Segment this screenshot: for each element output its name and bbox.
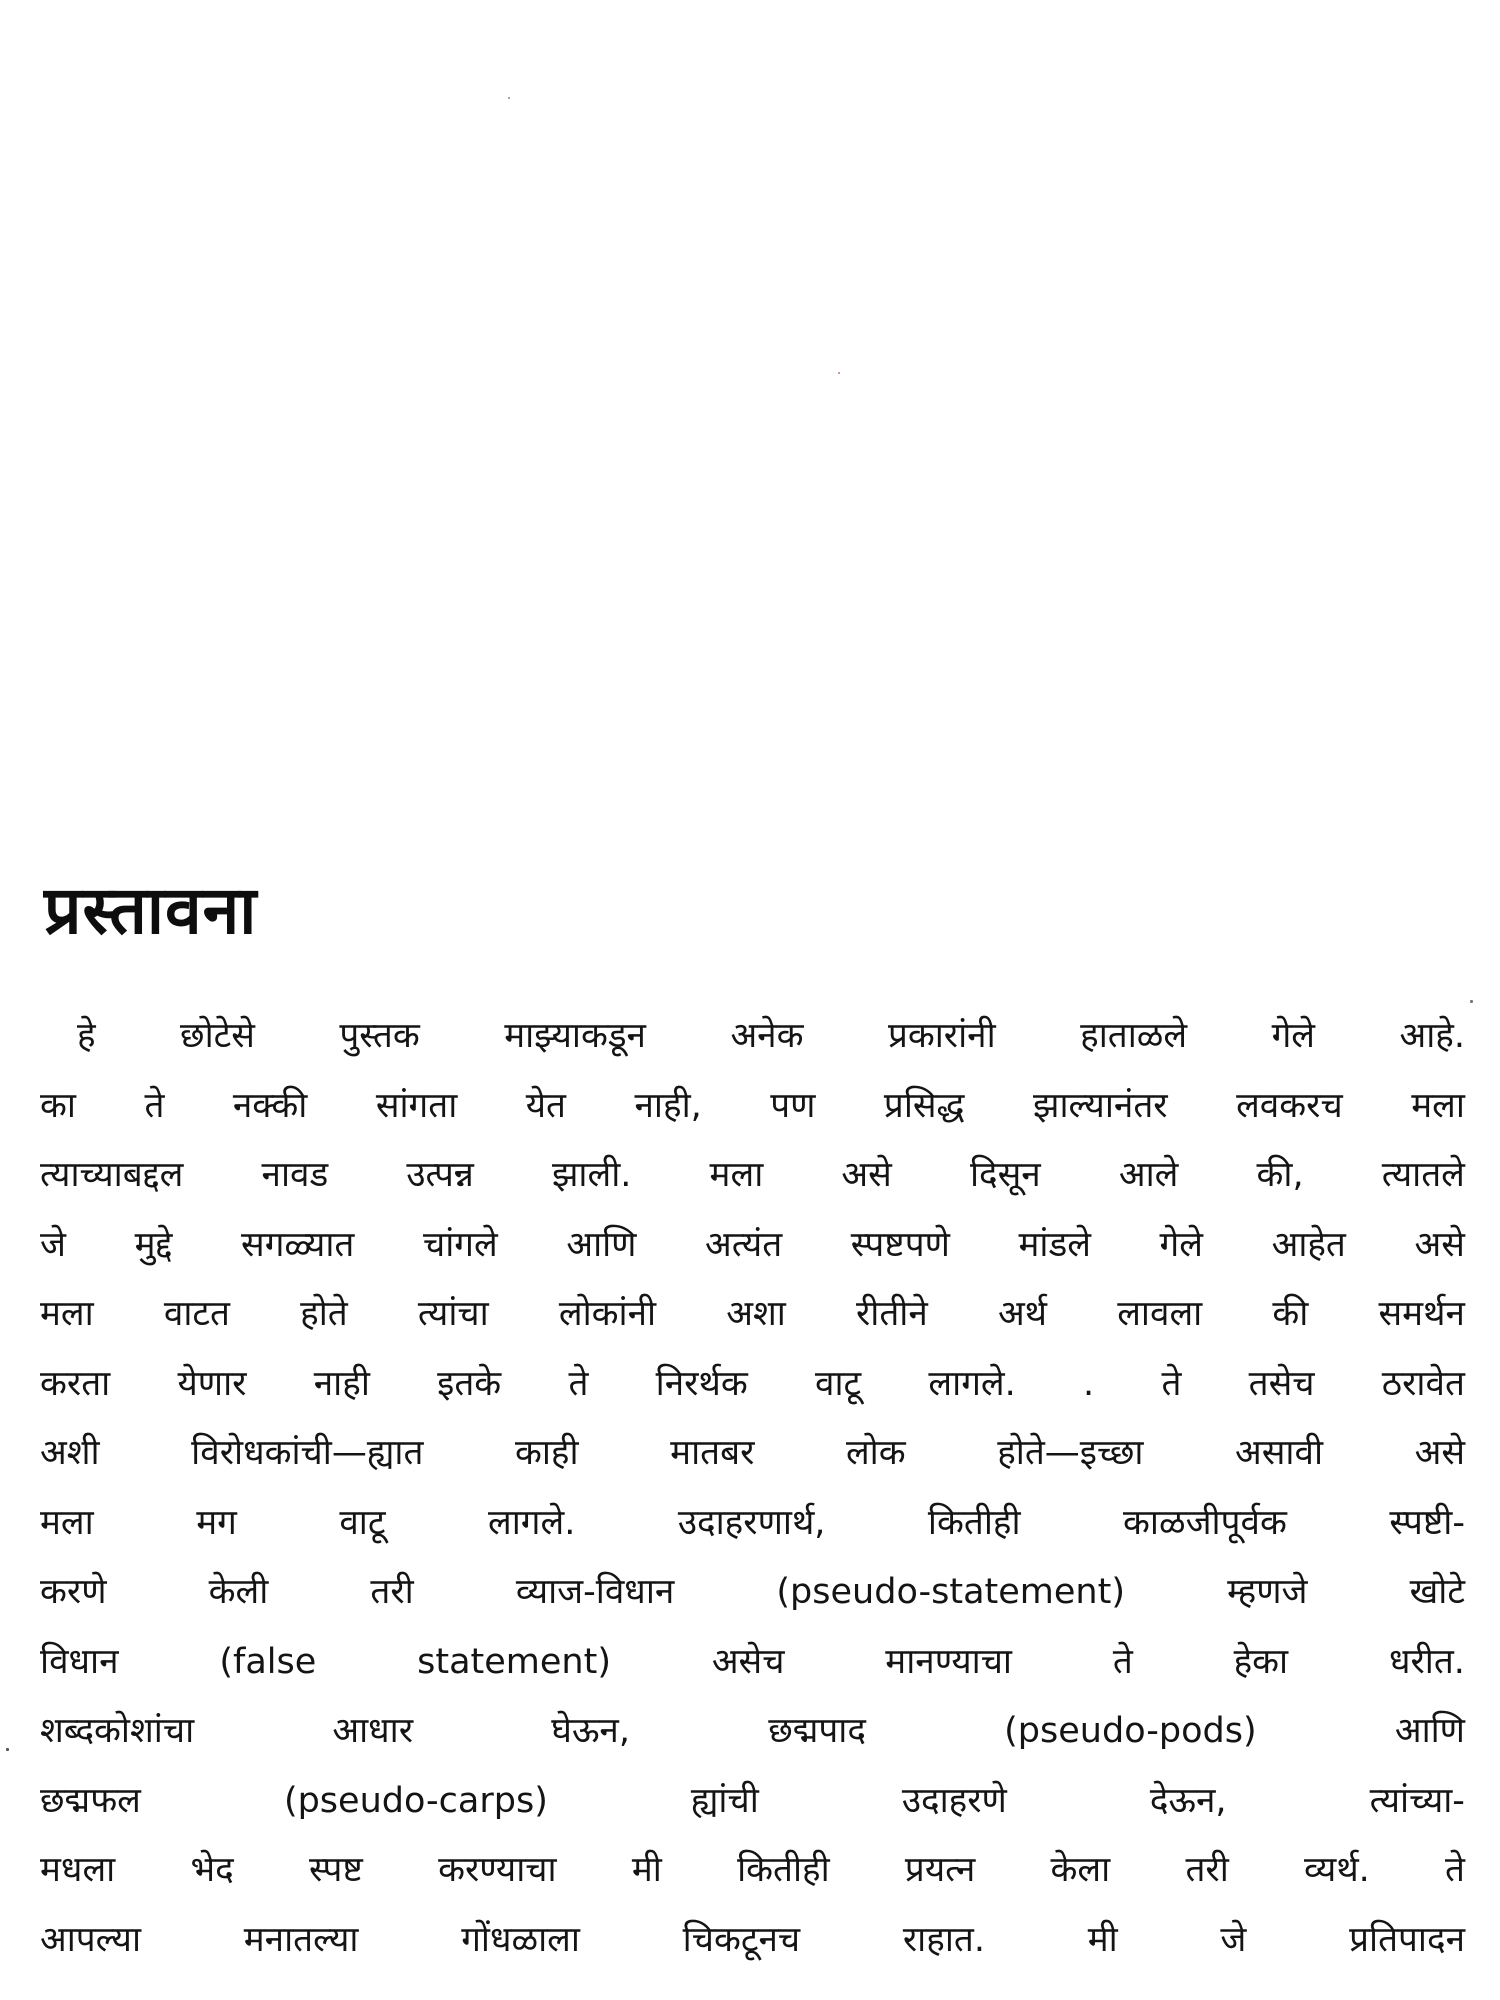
word: छद्मफल [40,1780,141,1821]
word: उदाहरणे [901,1780,1007,1821]
word: मांडले [1018,1224,1091,1265]
word: statement) [417,1641,611,1682]
word: विरोधकांची—ह्यात [191,1433,424,1473]
text-line [40,1489,1465,1559]
word: ते [568,1363,589,1404]
word: व्याज-विधान [515,1572,675,1612]
word: असे [841,1155,892,1195]
word: काही [514,1433,579,1473]
word: मग [196,1502,237,1543]
word: स्पष्टी- [1389,1502,1465,1543]
word: देऊन, [1149,1780,1227,1821]
word: वाटू [339,1502,386,1543]
word: व्यर्थ. [1304,1850,1370,1890]
scan-speck [6,1748,9,1751]
word: आणि [566,1224,637,1265]
text-line [40,1419,1465,1489]
word: प्रयत्न [904,1850,976,1890]
word: ते [1161,1363,1182,1404]
word: छोटेसे [180,1016,255,1056]
word: हाताळले [1080,1016,1188,1056]
word: चांगले [422,1224,498,1265]
word: गेले [1159,1224,1203,1265]
word: ते [144,1085,165,1126]
word: जे [1220,1919,1247,1960]
word: लोक [845,1433,906,1473]
word: प्रतिपादन [1349,1919,1465,1960]
word: तरी [370,1572,414,1612]
word: की, [1256,1155,1304,1195]
word: चिकटूनच [682,1919,801,1960]
word: आहेत [1271,1224,1346,1265]
word: मी [631,1850,662,1890]
word: पण [770,1085,816,1126]
text-line [40,1211,1465,1281]
word: मला [1411,1085,1465,1126]
word: इतके [437,1363,502,1404]
body-paragraph [40,1002,1465,1975]
word: लोकांनी [558,1294,657,1334]
text-line [40,1280,1465,1350]
word: ते [1112,1641,1133,1682]
word: माझ्याकडून [504,1016,646,1056]
text-line [40,1836,1465,1906]
word: केला [1050,1850,1111,1890]
word: मला [40,1294,94,1334]
word: घेऊन, [551,1711,630,1751]
word: सांगता [375,1085,458,1126]
word: पुस्तक [339,1016,420,1056]
word: मुद्दे [134,1224,173,1265]
text-line [40,1767,1465,1837]
word: राहात. [902,1919,985,1960]
scan-speck [508,97,510,99]
word: मधला [40,1850,116,1890]
word: वाटत [163,1294,230,1334]
word: येत [525,1085,567,1126]
word: झाल्यानंतर [1033,1085,1168,1126]
word: करता [40,1363,111,1404]
word: आणि [1394,1711,1465,1751]
word: लागले. [928,1363,1016,1404]
word: खोटे [1409,1572,1465,1612]
word: ते [1445,1850,1465,1890]
word: (pseudo-carps) [283,1780,548,1821]
word: रीतीने [855,1294,928,1334]
word: स्पष्ट [308,1850,363,1890]
word: शब्दकोशांचा [40,1711,195,1751]
text-line [40,1350,1465,1420]
word: लागले. [488,1502,576,1543]
page-title: प्रस्तावना [44,872,258,949]
word: मातबर [670,1433,755,1473]
word: (pseudo-statement) [776,1572,1125,1612]
word: मनातल्या [243,1919,359,1960]
text-line [40,1072,1465,1142]
scan-speck [838,372,840,374]
word: होते—इच्छा [997,1433,1144,1473]
word: . [1083,1363,1095,1404]
word: सगळ्यात [241,1224,355,1265]
word: अत्यंत [705,1224,783,1265]
word: कितीही [927,1502,1021,1543]
word: अशा [726,1294,786,1334]
word: वाटू [814,1363,862,1404]
word: गोंधळाला [461,1919,580,1960]
word: (false [219,1641,317,1682]
text-line [40,1697,1465,1767]
word: केली [208,1572,269,1612]
word: तरी [1185,1850,1229,1890]
word: उदाहरणार्थ, [677,1502,826,1543]
word: त्यांचा [417,1294,489,1334]
word: जे [40,1224,66,1265]
word: नाही, [634,1085,702,1126]
word: मला [40,1502,94,1543]
word: झाली. [551,1155,632,1195]
word: प्रसिद्ध [883,1085,965,1126]
word: छद्मपाद [768,1711,866,1751]
word: (pseudo-pods) [1004,1711,1257,1751]
word: नावड [261,1155,329,1195]
word: करण्याचा [438,1850,557,1890]
word: आपल्या [40,1919,142,1960]
word: ह्यांची [690,1780,759,1821]
word: दिसून [969,1155,1041,1195]
scan-speck [1470,1000,1473,1003]
word: आले [1118,1155,1179,1195]
word: आहे. [1399,1016,1465,1056]
word: त्याच्याबद्दल [40,1155,184,1195]
word: असेच [711,1641,785,1682]
word: गेले [1271,1016,1316,1056]
word: अर्थ [997,1294,1048,1334]
word: मानण्याचा [885,1641,1012,1682]
word: हे [77,1016,96,1056]
word: की [1272,1294,1309,1334]
word: कितीही [737,1850,830,1890]
word: तसेच [1248,1363,1315,1404]
word: त्यातले [1381,1155,1465,1195]
word: ठरावेत [1381,1363,1465,1404]
word: म्हणजे [1227,1572,1308,1612]
word: त्यांच्या- [1369,1780,1465,1821]
word: आधार [332,1711,414,1751]
text-line [40,1628,1465,1698]
text-line [40,1906,1465,1976]
word: अनेक [730,1016,804,1056]
word: समर्थन [1378,1294,1465,1334]
word: निरर्थक [655,1363,748,1404]
word: लवकरच [1236,1085,1343,1126]
word: असावी [1235,1433,1324,1473]
word: अशी [40,1433,100,1473]
word: प्रकारांनी [887,1016,996,1056]
text-line [40,1558,1465,1628]
word: मला [709,1155,764,1195]
word: काळजीपूर्वक [1123,1502,1287,1543]
word: असे [1414,1433,1465,1473]
word: येणार [177,1363,247,1404]
word: लावला [1117,1294,1203,1334]
word: का [40,1085,76,1126]
text-line [40,1141,1465,1211]
word: असे [1414,1224,1465,1265]
text-line [40,1002,1465,1072]
word: भेद [190,1850,234,1890]
word: नाही [313,1363,370,1404]
word: हेका [1233,1641,1289,1682]
word: धरीत. [1388,1641,1465,1682]
word: स्पष्टपणे [850,1224,950,1265]
word: विधान [40,1641,119,1682]
word: उत्पन्न [406,1155,474,1195]
word: होते [300,1294,348,1334]
word: करणे [40,1572,107,1612]
word: नक्की [232,1085,308,1126]
word: मी [1087,1919,1118,1960]
